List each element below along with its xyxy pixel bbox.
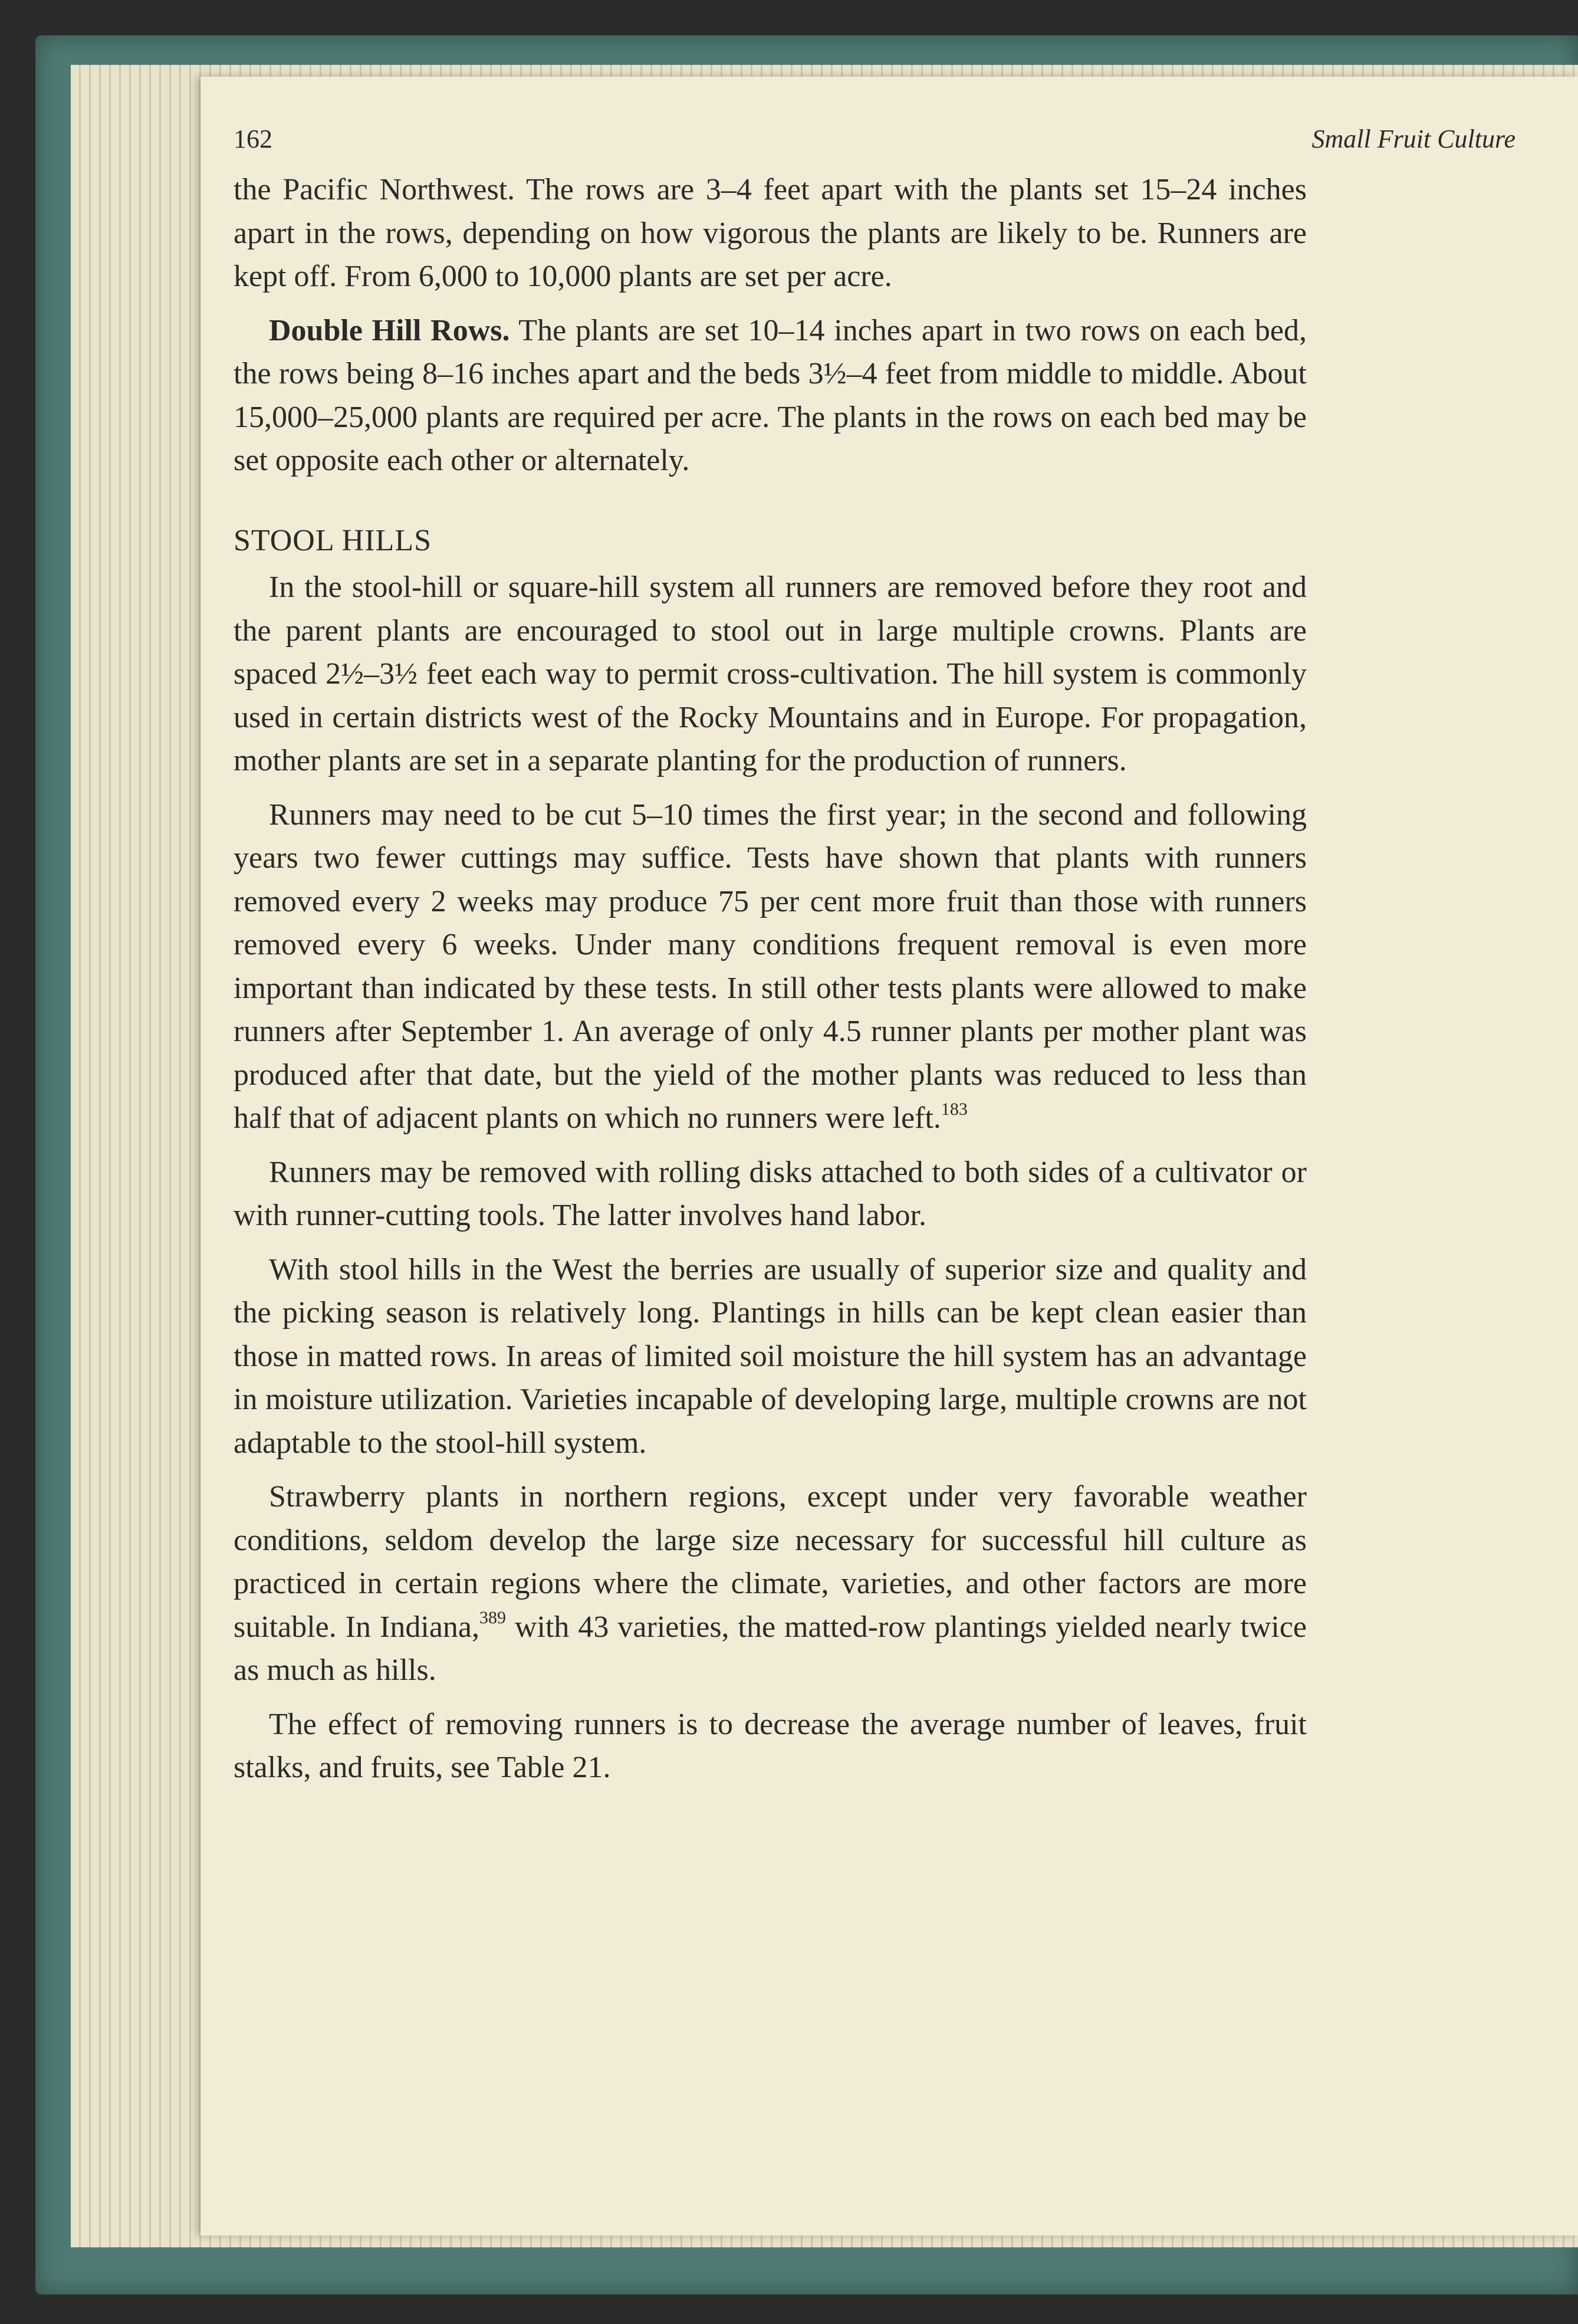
paragraph-continued: the Pacific Northwest. The rows are 3–4 feet apart with the plants set 15–24 inches apart in the rows, depending on how vigorous the plants are likely to be. Runners are kept off. From 6,000 to 10,000 plants are set per acre.: [234, 173, 1307, 293]
paragraph: With stool hills in the West the berries are usually of superior size and quality and the picking season is relatively long. Plantings in hills can be kept clean easier than those in matted rows. In areas of limited soil moisture the hill system has an advantage in moisture utilization. Varieties incapable of developing large, multiple crowns are not adaptable to the stool-hill system.: [234, 1252, 1307, 1460]
paragraph: Runners may be removed with rolling disks attached to both sides of a cultivator or with runner-cutting tools. The latter involves hand labor.: [234, 1155, 1307, 1232]
body-text: [234, 168, 1307, 1790]
running-head: [234, 124, 1515, 159]
paragraph: Strawberry plants in northern regions, except under very favorable weather conditions, seldom develop the large size necessary for successful hill culture as practiced in certain regions where the climate, varieties, and other factors are more suitable. In Indiana,$^{389}$ with 43 varieties, the matted-row plantings yielded nearly twice as much as hills.: [234, 1480, 1307, 1687]
reference-number: 389: [479, 1608, 506, 1628]
paragraph: The effect of removing runners is to decrease the average number of leaves, fruit stalks, and fruits, see Table 21.: [234, 1707, 1307, 1784]
section-heading: STOOL HILLS: [234, 523, 432, 557]
run-in-heading: Double Hill Rows.: [269, 313, 510, 347]
paragraph: In the stool-hill or square-hill system all runners are removed before they root and the parent plants are encouraged to stool out in large multiple crowns. Plants are spaced 2½–3½ feet each way to permit cross-cultivation. The hill system is commonly used in certain districts west of the Rocky Mountains and in Europe. For propagation, mother plants are set in a separate planting for the production of runners.: [234, 570, 1307, 777]
reference-number: 183: [941, 1099, 968, 1119]
running-head-title: Small Fruit Culture: [1311, 124, 1515, 153]
page-number: 162: [234, 124, 272, 153]
paragraph: Runners may need to be cut 5–10 times the first year; in the second and following years two fewer cuttings may suffice. Tests have shown that plants with runners removed every 2 weeks may produce 75 per cent more fruit than those with runners removed every 6 weeks. Under many conditions frequent removal is even more important than indicated by these tests. In still other tests plants were allowed to make runners after September 1. An average of only 4.5 runner plants per mother plant was produced after that date, but the yield of the mother plants was reduced to less than half that of adjacent plants on which no runners were left.$^{183}$: [234, 797, 1307, 1135]
paragraph-double-hill-rows: Double Hill Rows. The plants are set 10–14 inches apart in two rows on each bed, the rows being 8–16 inches apart and the beds 3½–4 feet from middle to middle. About 15,000–25,000 plants are required per acre. The plants in the rows on each bed may be set opposite each other or alternately.: [234, 313, 1307, 477]
